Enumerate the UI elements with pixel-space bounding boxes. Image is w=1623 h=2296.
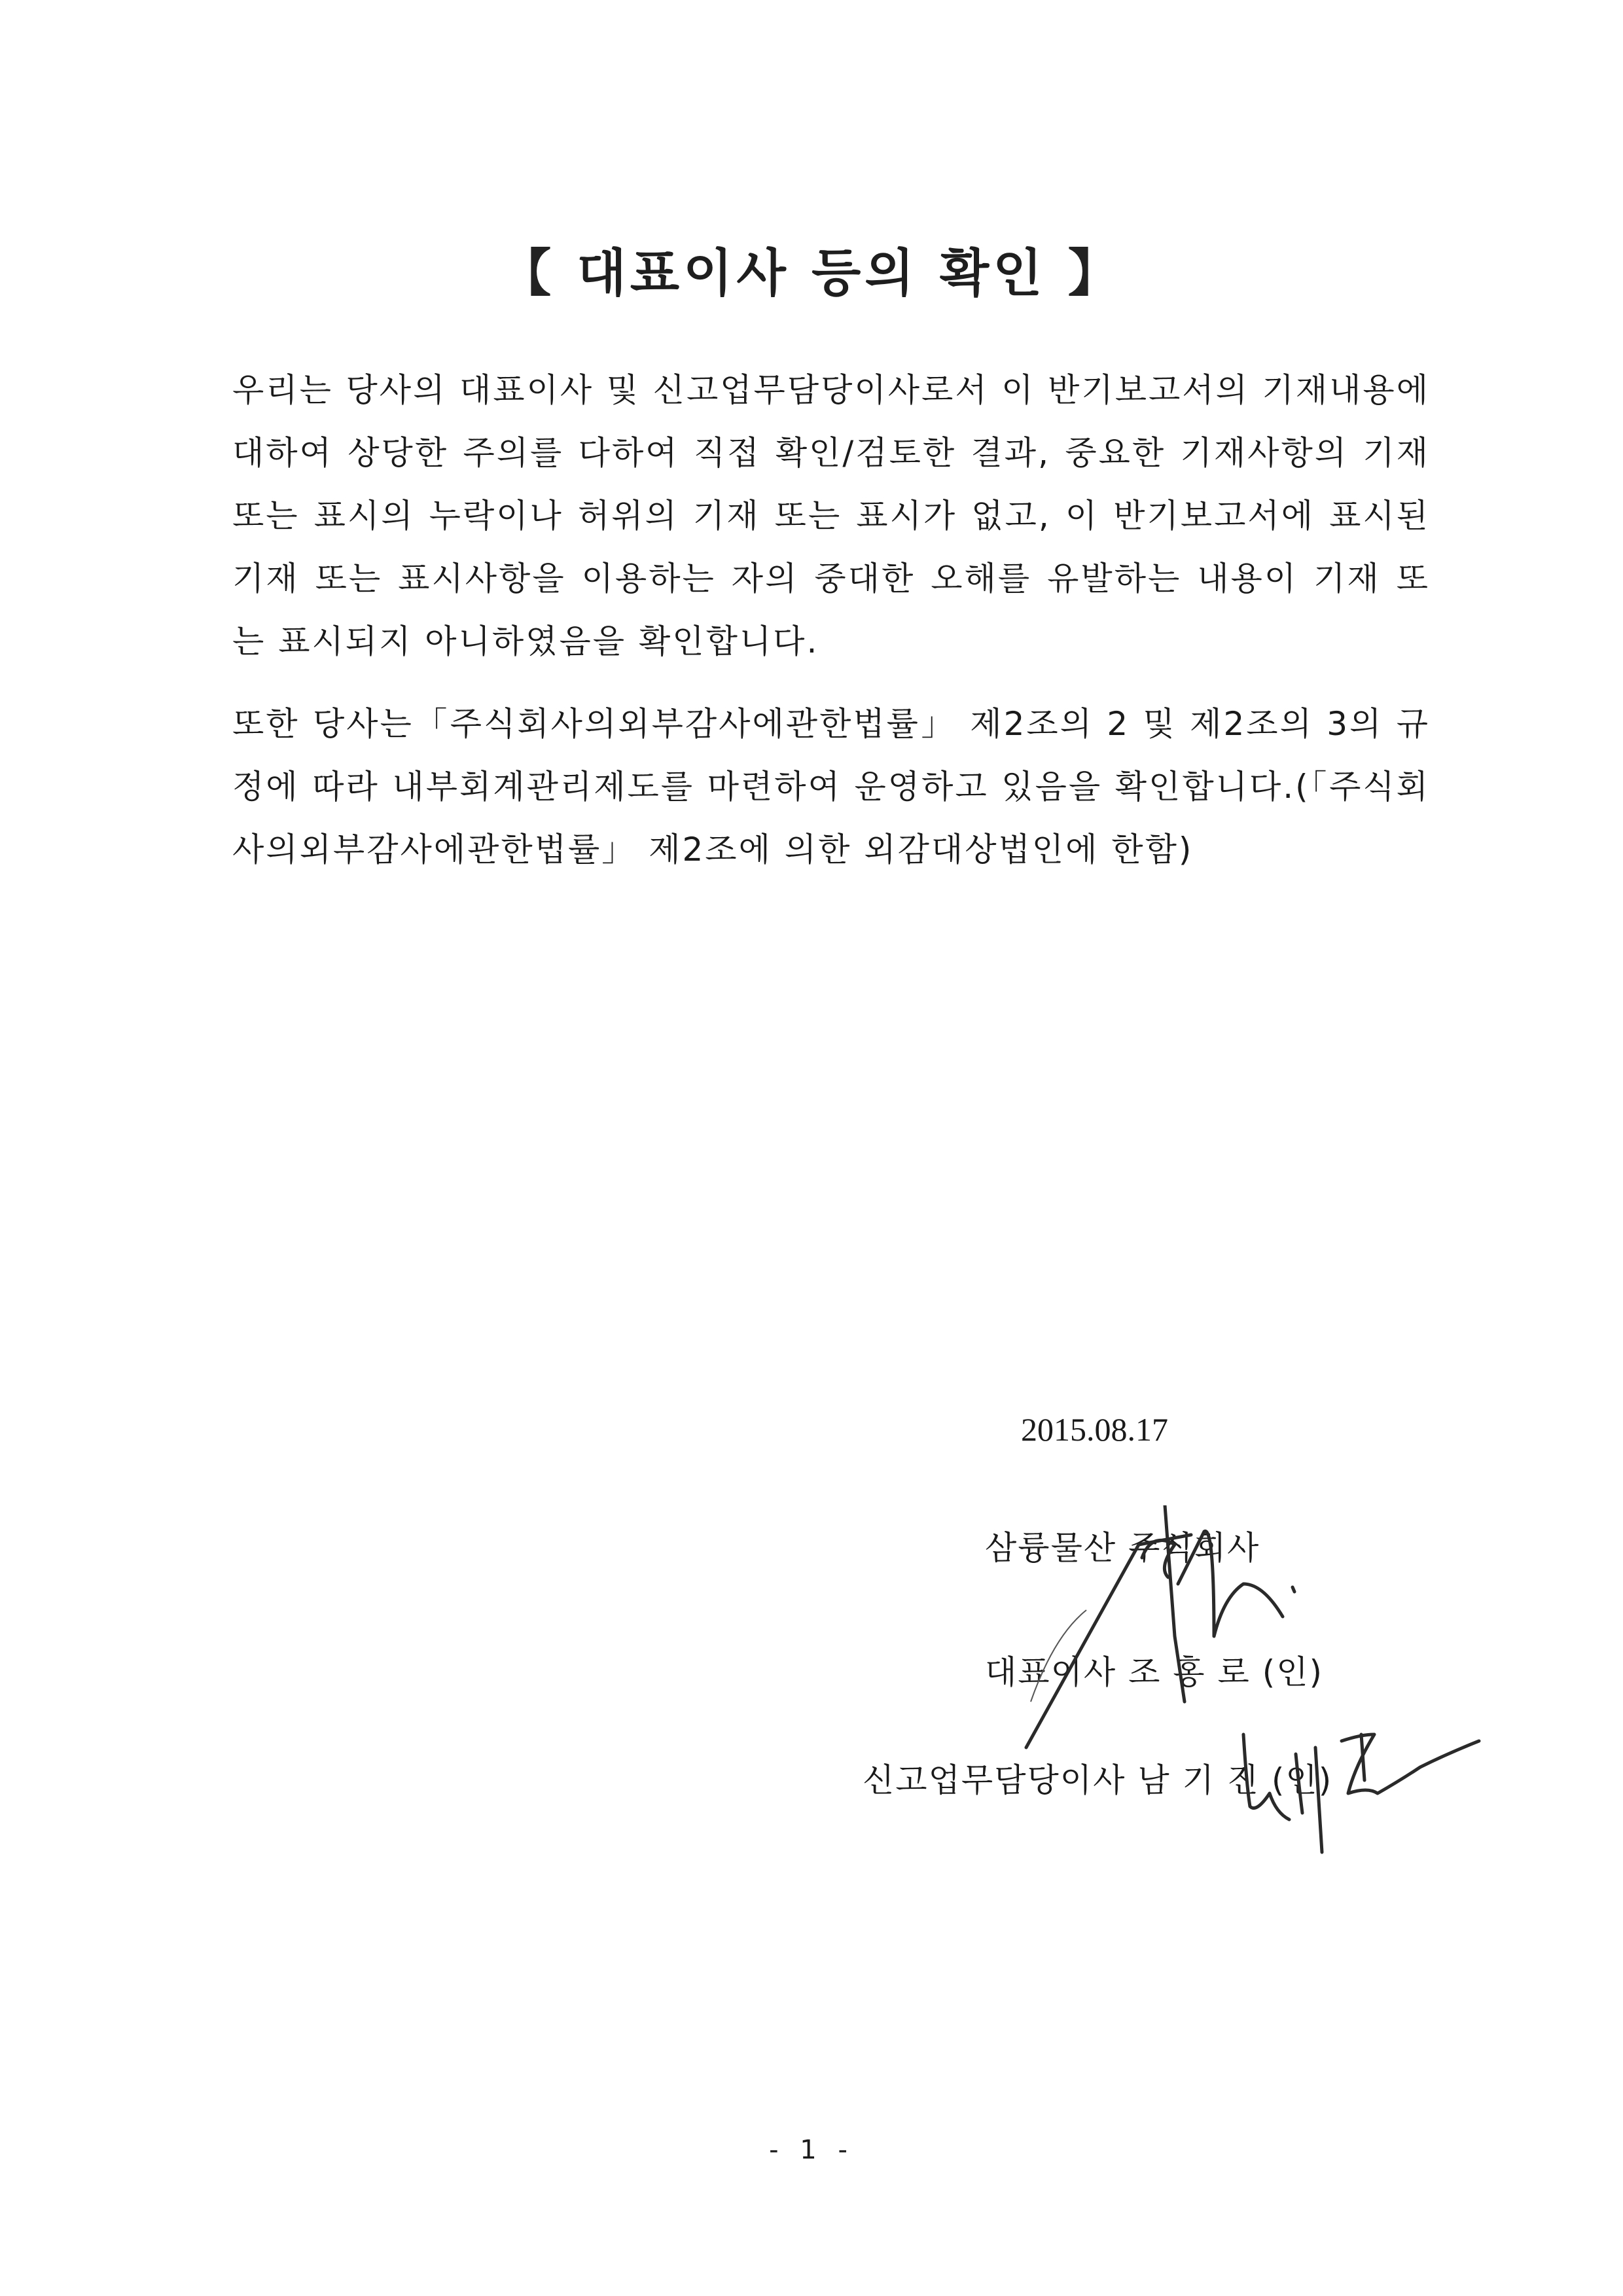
officer-role: 신고업무담당이사 — [863, 1761, 1126, 1799]
page-number: - 1 - — [769, 2135, 854, 2165]
confirmation-paragraph: 우리는 당사의 대표이사 및 신고업무담당이사로서 이 반기보고서의 기재내용에 대하여 상당한 주의를 다하여 직접 확인/검토한 결과, 중요한 기재사항의 기재 또는 표시의 누락이나 허위의 기재 또는 표시가 없고, 이 반기보고서에 표시된 기재 또는 표시사항을 이용하는 자의 중대한 오해를 유발하는 내용이 기재 또는 표시되지 아니하였음을 확인합니다. — [232, 371, 1430, 660]
ceo-signature-line — [985, 1646, 1323, 1693]
title-bracket-left: 【 — [500, 244, 556, 303]
officer-signature-line — [863, 1754, 1332, 1801]
title-bracket-right: 】 — [1067, 244, 1123, 303]
internal-control-paragraph: 또한 당사는「주식회사의외부감사에관한법률」 제2조의 2 및 제2조의 3의 규정에 따라 내부회계관리제도를 마련하여 운영하고 있음을 확인합니다.(「주식회사의외부감사에관한법률」 제2조에 의한 외감대상법인에 한함) — [232, 705, 1430, 869]
company-name: 삼륭물산 주식회사 — [985, 1529, 1260, 1567]
officer-name: 남 기 진 — [1137, 1761, 1260, 1799]
officer-seal: (인) — [1271, 1761, 1333, 1799]
document-title — [0, 232, 1623, 306]
ceo-name: 조 홍 로 — [1128, 1653, 1251, 1691]
document-date: 2015.08.17 — [1021, 1411, 1168, 1448]
ceo-role: 대표이사 — [985, 1653, 1117, 1691]
ceo-seal: (인) — [1262, 1653, 1324, 1691]
title-text: 대표이사 등의 확인 — [577, 244, 1046, 303]
